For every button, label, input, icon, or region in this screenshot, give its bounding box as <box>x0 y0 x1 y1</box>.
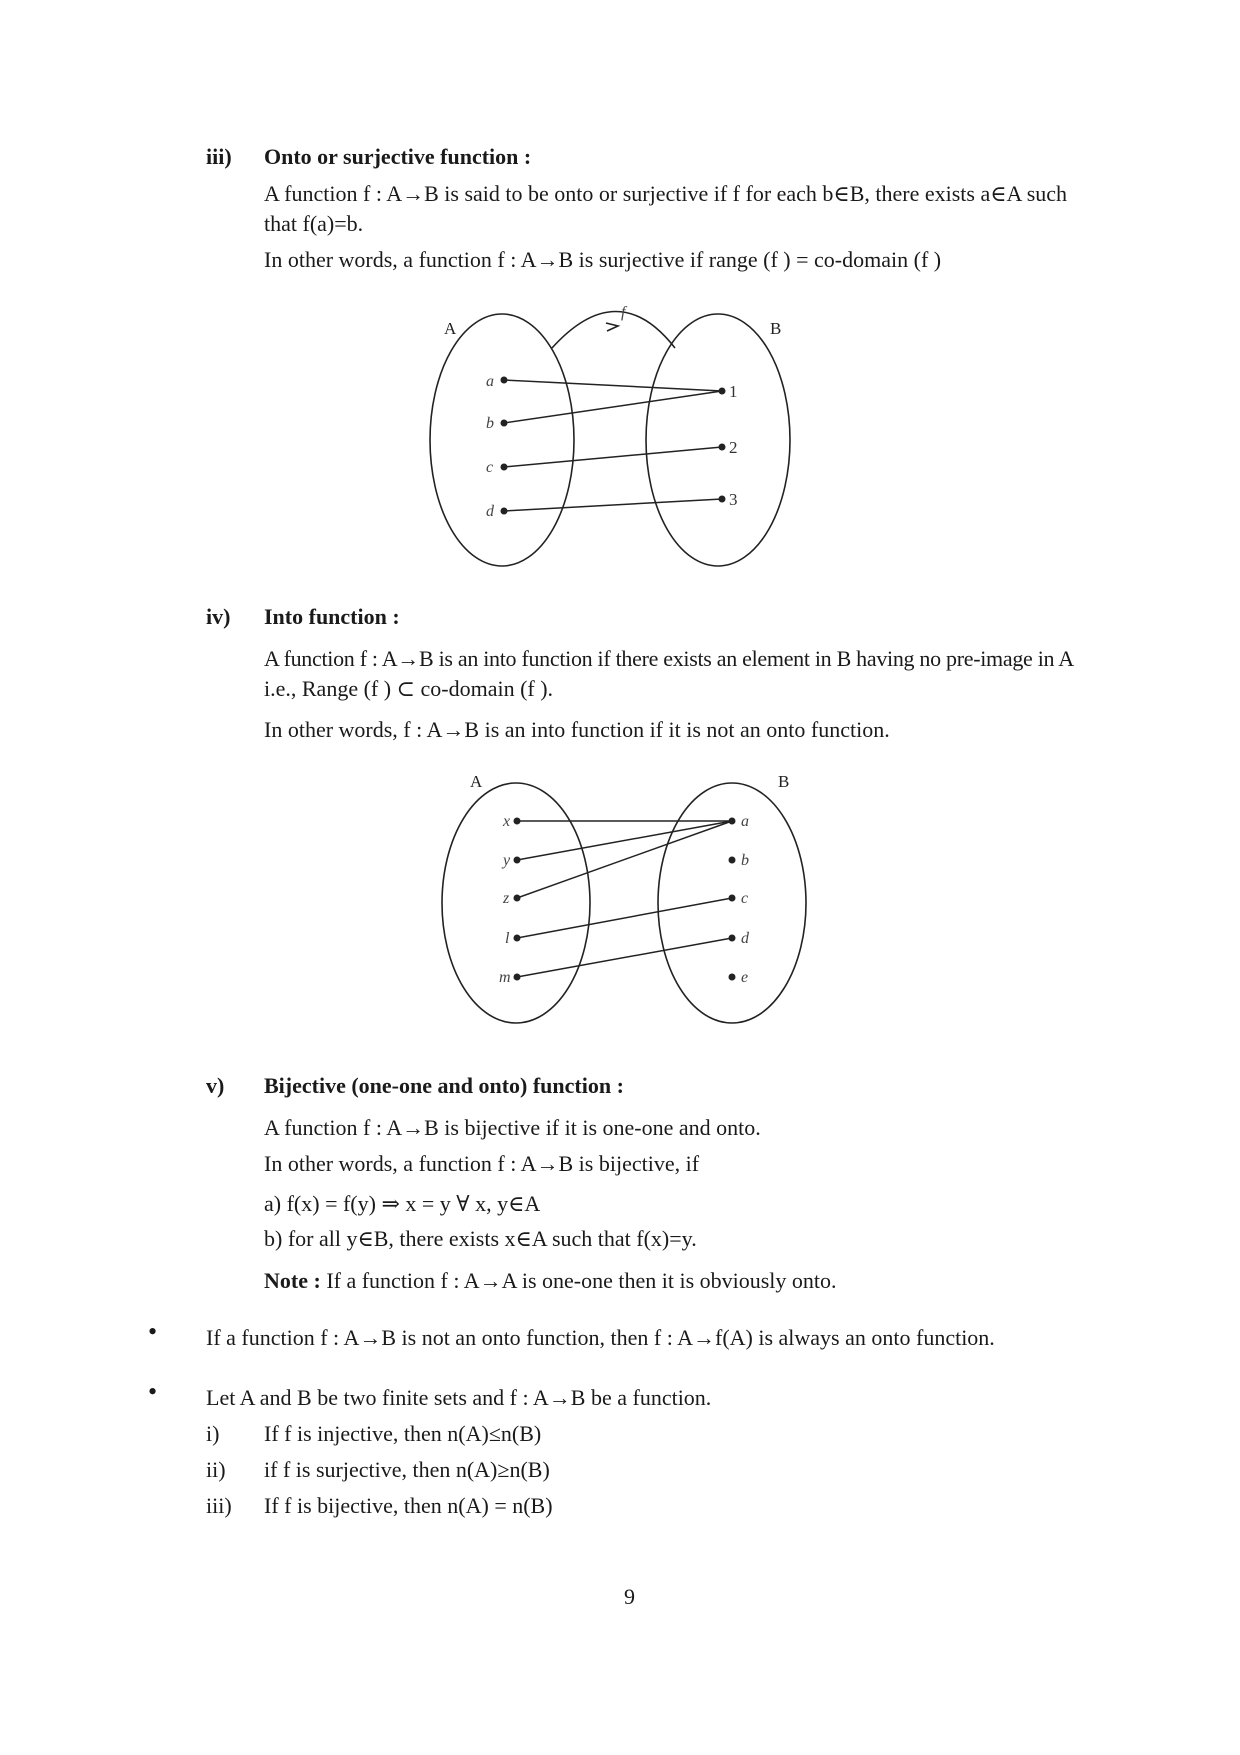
bijective-note <box>264 1266 837 1296</box>
codomain-element: b <box>741 852 749 869</box>
bijective-condition-a: a) f(x) = f(y) ⇒ x = y ∀ x, y∈A <box>264 1191 541 1216</box>
section-title-bijective: Bijective (one-one and onto) function : <box>264 1073 624 1098</box>
into-definition-line-3: In other words, f : A→B is an into function if it is not an onto function. <box>264 717 890 742</box>
list-item-surjective: if f is surjective, then n(A)≥n(B) <box>264 1457 550 1482</box>
bullet-text-onto-restriction: If a function f : A→B is not an onto function, then f : A→f(A) is always an onto function. <box>206 1325 995 1350</box>
onto-mapping-diagram <box>400 295 820 575</box>
mapping-arrow <box>504 380 722 391</box>
mapping-arrow <box>504 499 722 511</box>
bullet-text-finite-sets: Let A and B be two finite sets and f : A→B be a function. <box>206 1385 712 1410</box>
domain-element: m <box>499 969 511 986</box>
set-a-label: A <box>470 772 483 791</box>
into-mapping-diagram <box>430 768 820 1028</box>
note-label: Note : <box>264 1268 321 1293</box>
bijective-line-1: A function f : A→B is bijective if it is one-one and onto. <box>264 1115 761 1140</box>
into-definition-line-1: A function f : A→B is an into function if there exists an element in B having no pre-image in A <box>264 646 1074 671</box>
list-number: iii) <box>206 1493 232 1518</box>
onto-definition-line-3: In other words, a function f : A→B is surjective if range (f ) = co-domain (f ) <box>264 247 942 272</box>
mapping-arrow <box>517 821 732 898</box>
function-arrow-icon <box>606 323 618 331</box>
list-number: i) <box>206 1421 220 1446</box>
domain-element: a <box>486 373 494 390</box>
set-b-ellipse <box>646 314 790 566</box>
set-a-ellipse <box>430 314 574 566</box>
function-arc <box>552 312 675 349</box>
page-number: 9 <box>624 1584 635 1609</box>
section-title-onto: Onto or surjective function : <box>264 144 532 169</box>
into-definition-line-2: i.e., Range (f ) ⊂ co-domain (f ). <box>264 676 554 701</box>
codomain-element: 1 <box>729 382 738 401</box>
domain-element: b <box>486 415 494 432</box>
domain-element: d <box>486 503 494 520</box>
note-text: If a function f : A→A is one-one then it is obviously onto. <box>320 1268 837 1293</box>
codomain-element: c <box>741 890 749 907</box>
list-item-injective: If f is injective, then n(A)≤n(B) <box>264 1421 542 1446</box>
codomain-element: e <box>741 969 749 986</box>
codomain-element: a <box>741 813 749 830</box>
set-b-label: B <box>770 319 782 338</box>
domain-element: z <box>503 890 510 907</box>
bijective-condition-b: b) for all y∈B, there exists x∈A such that f(x)=y. <box>264 1226 697 1251</box>
bijective-line-2: In other words, a function f : A→B is bijective, if <box>264 1151 700 1176</box>
onto-definition-line-1: A function f : A→B is said to be onto or surjective if f for each b∈B, there exists a∈A such <box>264 181 1068 206</box>
codomain-element: 3 <box>729 490 738 509</box>
bullet-icon: • <box>148 1317 158 1346</box>
list-number: ii) <box>206 1457 226 1482</box>
mapping-arrow <box>504 447 722 467</box>
mapping-arrow <box>517 898 732 938</box>
mapping-arrow <box>517 938 732 977</box>
codomain-element: 2 <box>729 438 738 457</box>
mapping-arrow <box>517 821 732 860</box>
list-item-bijective: If f is bijective, then n(A) = n(B) <box>264 1493 553 1518</box>
codomain-point <box>729 857 736 864</box>
function-label: f <box>621 304 626 321</box>
domain-element: l <box>505 930 510 947</box>
codomain-point <box>729 974 736 981</box>
set-b-label: B <box>778 772 790 791</box>
section-number-into: iv) <box>206 604 231 629</box>
domain-element: c <box>486 459 494 476</box>
section-number-onto: iii) <box>206 144 232 169</box>
domain-element: x <box>503 813 511 830</box>
codomain-element: d <box>741 930 749 947</box>
mapping-arrow <box>504 391 722 423</box>
set-a-label: A <box>444 319 457 338</box>
onto-definition-line-2: that f(a)=b. <box>264 211 364 236</box>
domain-element: y <box>503 852 511 869</box>
section-number-bijective: v) <box>206 1073 225 1098</box>
section-title-into: Into function : <box>264 604 400 629</box>
bullet-icon: • <box>148 1377 158 1406</box>
